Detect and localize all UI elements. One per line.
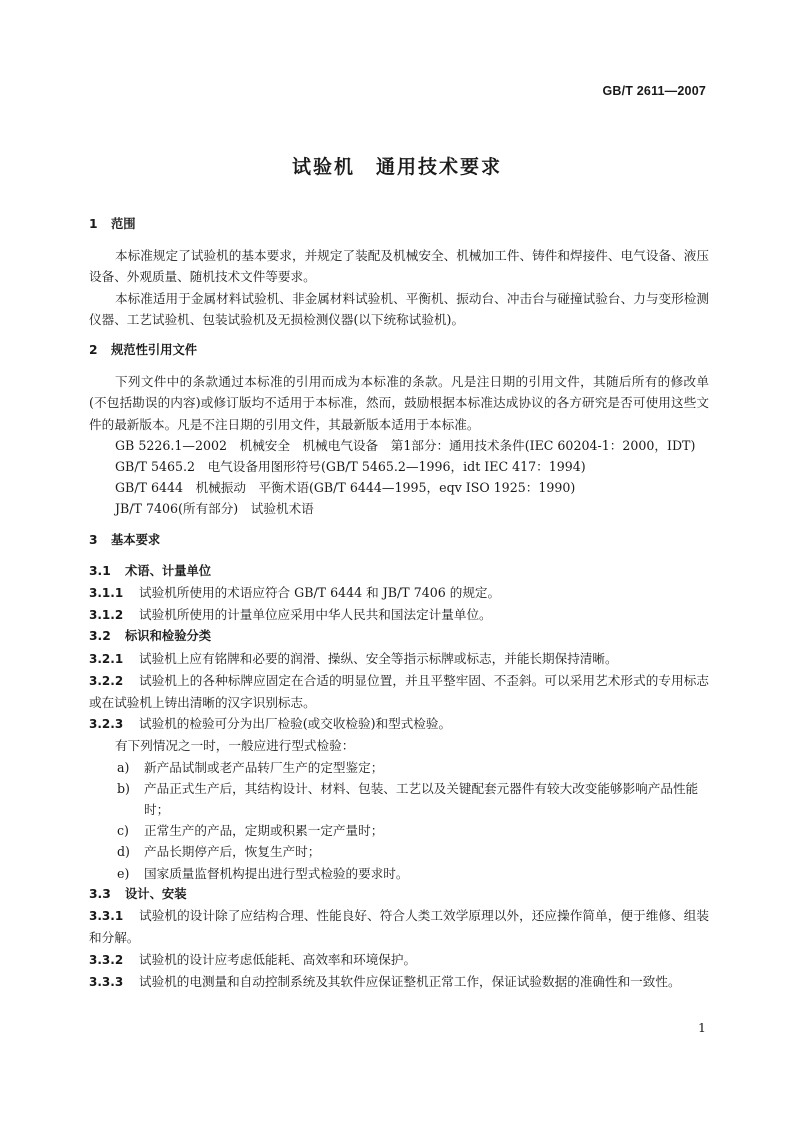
clause — [89, 582, 709, 604]
clause-number: 3.3.1 — [89, 909, 124, 924]
list-label: b) — [117, 780, 130, 796]
clause — [89, 648, 709, 670]
section-heading-normative-references — [89, 340, 709, 361]
subsection-number: 3.2 — [89, 629, 111, 644]
list-text: 国家质量监督机构提出进行型式检验的要求时。 — [144, 865, 409, 881]
paragraph: 本标准规定了试验机的基本要求，并规定了装配及机械安全、机械加工件、铸件和焊接件、电气设备、液压设备、外观质量、随机技术文件等要求。 — [89, 248, 709, 285]
list-intro: 有下列情况之一时，一般应进行型式检验： — [115, 738, 355, 754]
list-item — [89, 778, 709, 820]
clause — [89, 949, 709, 971]
subsection-title: 标识和检验分类 — [125, 629, 212, 644]
subsection-title: 设计、安装 — [125, 886, 187, 901]
clause-text: 试验机的设计应考虑低能耗、高效率和环境保护。 — [139, 951, 417, 967]
clause-text: 试验机的电测量和自动控制系统及其软件应保证整机正常工作，保证试验数据的准确性和一致性。 — [139, 973, 681, 989]
clause — [89, 905, 709, 948]
paragraph: 下列文件中的条款通过本标准的引用而成为本标准的条款。凡是注日期的引用文件，其随后所有的修改单(不包括勘误的内容)或修订版均不适用于本标准，然而，鼓励根据本标准达成协议的各方研究是否可使用这些文件的最新版本。凡是不注日期的引用文件，其最新版本适用于本标准。 — [89, 374, 709, 432]
clause-text: 试验机的检验可分为出厂检验(或交收检验)和型式检验。 — [139, 716, 452, 732]
list-text: 产品长期停产后，恢复生产时； — [144, 844, 321, 860]
list-label: d) — [117, 844, 130, 860]
list-item — [89, 863, 709, 884]
reference-item: GB/T 5465.2 电气设备用图形符号(GB/T 5465.2—1996，idt IEC 417：1994) — [115, 459, 586, 475]
list-label: e) — [117, 865, 130, 881]
clause-number: 3.1.2 — [89, 608, 124, 623]
clause-text: 试验机的设计除了应结构合理、性能良好、符合人类工效学原理以外，还应操作简单，便于维修、组装和分解。 — [89, 908, 709, 946]
subsection-heading-terms-units — [89, 561, 709, 582]
clause-number: 3.2.1 — [89, 651, 124, 666]
list-item — [89, 841, 709, 862]
section-number: 2 — [89, 343, 98, 358]
reference-item: GB 5226.1—2002 机械安全 机械电气设备 第1部分：通用技术条件(IEC 60204-1：2000，IDT) — [115, 437, 696, 453]
list-text: 产品正式生产后，其结构设计、材料、包装、工艺以及关键配套元器件有较大改变能够影响产品性能时； — [144, 780, 699, 818]
clause — [89, 670, 709, 713]
list-item — [89, 820, 709, 841]
list-label: c) — [117, 823, 129, 839]
section-number: 3 — [89, 532, 98, 547]
section-title: 规范性引用文件 — [111, 343, 198, 358]
list-text: 正常生产的产品，定期或积累一定产量时； — [144, 823, 384, 839]
clause-text: 试验机所使用的术语应符合 GB/T 6444 和 JB/T 7406 的规定。 — [139, 585, 501, 601]
standard-number: GB/T 2611—2007 — [602, 84, 706, 98]
clause — [89, 604, 709, 626]
section-heading-scope — [89, 214, 709, 235]
clause-text: 试验机上应有铭牌和必要的润滑、操纵、安全等指示标牌或标志，并能长期保持清晰。 — [139, 650, 618, 666]
list-text: 新产品试制或老产品转厂生产的定型鉴定； — [144, 759, 384, 775]
section-heading-basic-requirements — [89, 530, 709, 551]
subsection-title: 术语、计量单位 — [125, 563, 212, 578]
clause — [89, 713, 709, 735]
reference-item: GB/T 6444 机械振动 平衡术语(GB/T 6444—1995，eqv ISO 1925：1990) — [115, 480, 576, 496]
clause-number: 3.2.3 — [89, 717, 124, 732]
page-number: 1 — [698, 1020, 706, 1035]
subsection-heading-marking-inspection — [89, 626, 709, 647]
section-title: 基本要求 — [111, 532, 161, 547]
clause-text: 试验机所使用的计量单位应采用中华人民共和国法定计量单位。 — [139, 607, 492, 623]
subsection-number: 3.1 — [89, 563, 111, 578]
clause — [89, 971, 709, 993]
clause-number: 3.3.2 — [89, 952, 124, 967]
clause-text: 试验机上的各种标牌应固定在合适的明显位置，并且平整牢固、不歪斜。可以采用艺术形式的专用标志或在试验机上铸出清晰的汉字识别标志。 — [89, 672, 709, 711]
subsection-heading-design-installation — [89, 884, 709, 905]
document-title: 试验机 通用技术要求 — [291, 156, 502, 178]
clause-number: 3.2.2 — [89, 673, 124, 688]
list-label: a) — [117, 759, 130, 775]
clause-number: 3.3.3 — [89, 974, 124, 989]
list-item — [89, 757, 709, 778]
section-number: 1 — [89, 217, 98, 231]
paragraph: 本标准适用于金属材料试验机、非金属材料试验机、平衡机、振动台、冲击台与碰撞试验台、力与变形检测仪器、工艺试验机、包装试验机及无损检测仪器(以下统称试验机)。 — [89, 290, 709, 327]
reference-item: JB/T 7406(所有部分) 试验机术语 — [115, 501, 314, 517]
document-body — [89, 214, 709, 993]
clause-number: 3.1.1 — [89, 586, 124, 601]
section-title: 范围 — [111, 217, 136, 231]
subsection-number: 3.3 — [89, 886, 111, 901]
